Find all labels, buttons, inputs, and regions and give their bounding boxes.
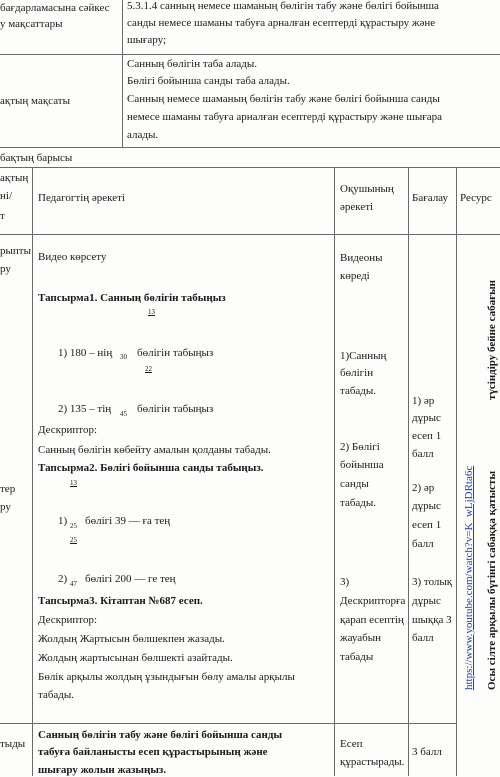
header-col1-line3: т bbox=[0, 210, 5, 222]
assessment-a1-line2: дұрыс bbox=[412, 412, 441, 424]
assessment-a2-line2: дұрыс bbox=[412, 500, 441, 512]
student-s3-line2: бойынша bbox=[340, 459, 384, 471]
student-s3-line3: санды bbox=[340, 478, 369, 490]
row1-right-line2: санды немесе шаманы табуға арналған есептерді құрастыру және bbox=[127, 17, 436, 29]
student-s5-line2: құрастырады. bbox=[340, 756, 405, 768]
task2-frac-num2: 25 bbox=[70, 536, 77, 544]
student-s3-line4: табады. bbox=[340, 497, 377, 509]
student-s4-line5: табады bbox=[340, 651, 374, 663]
task2-item2-den: 47 bbox=[70, 580, 77, 588]
header-resources: Ресурс bbox=[460, 192, 492, 204]
task2-item1-den: 25 bbox=[70, 522, 77, 530]
row1-left-line1: бағдарламасына сәйкес bbox=[0, 2, 110, 14]
row1-left-line2: у мақсаттары bbox=[0, 18, 63, 30]
col-divider-1 bbox=[32, 167, 33, 776]
task1-title: Тапсырма1. Санның бөлігін табыңыз bbox=[38, 292, 226, 304]
final-task-line3: шығару жолын жазыңыз. bbox=[38, 764, 167, 776]
final-task-line2: табуға байланысты есеп құрастырының және bbox=[38, 746, 268, 758]
task2-item1-tail: бөлігі 39 — ға тең bbox=[85, 515, 171, 527]
left-col-a-line2: ру bbox=[0, 263, 11, 275]
assessment-a1-line4: балл bbox=[412, 448, 434, 460]
row2-right-line5: алады. bbox=[127, 129, 159, 141]
header-bottom-line bbox=[0, 234, 500, 235]
left-col-c: тыды bbox=[0, 738, 26, 750]
student-s1-line2: көреді bbox=[340, 270, 370, 282]
task1-item1-den: 30 bbox=[120, 353, 127, 361]
assessment-a3-line2: дұрыс bbox=[412, 595, 441, 607]
youtube-link[interactable]: https://www.youtube.com/watch?v=K_wLjDRta6c bbox=[463, 465, 475, 690]
student-s4-line2: Дескрипторға bbox=[340, 595, 406, 607]
student-s1-line1: Видеоны bbox=[340, 252, 383, 264]
left-col-b-line1: тер bbox=[0, 483, 16, 495]
col-divider-2 bbox=[334, 167, 335, 776]
table-top-line bbox=[0, 167, 500, 168]
top-row-divider bbox=[0, 54, 500, 55]
row2-right-line4: немесе шаманы табуға арналған есептерді құрастыру және шығара bbox=[127, 111, 443, 123]
descriptor-1: Санның бөлігін көбейту амалын қолданы табады. bbox=[38, 444, 271, 456]
task2-item2: 2) bbox=[58, 573, 68, 585]
assessment-a2-line3: есеп 1 bbox=[412, 519, 442, 531]
student-s4-line4: жауабын bbox=[340, 632, 382, 644]
row1-right-line1: 5.3.1.4 санның немесе шаманың бөлігін табу және бөлігі бойынша bbox=[127, 0, 439, 12]
header-col1-line2: ні/ bbox=[0, 190, 12, 202]
header-col1-line1: ақтың bbox=[0, 172, 29, 184]
row2-left: ақтың мақсаты bbox=[0, 95, 70, 107]
assessment-a1-line1: 1) әр bbox=[412, 395, 435, 407]
col-divider-4 bbox=[456, 167, 457, 776]
descriptor-3-line3: Бөлік арқылы жолдың ұзындығын бөлу амалы арқылы bbox=[38, 671, 295, 683]
student-s2-line3: табады. bbox=[340, 385, 377, 397]
task2-frac-num1: 13 bbox=[70, 479, 77, 487]
video-show: Видео көрсету bbox=[38, 251, 107, 263]
descriptor-label-3: Дескриптор: bbox=[38, 614, 98, 626]
row2-right-line2: Бөлігі бойынша санды таба алады. bbox=[127, 75, 290, 87]
objectives-bottom-line bbox=[0, 147, 500, 148]
descriptor-label-1: Дескриптор: bbox=[38, 424, 98, 436]
assessment-a2-line4: балл bbox=[412, 538, 434, 550]
student-s4-line1: 3) bbox=[340, 576, 350, 588]
task1-item2: 2) 135 – тің bbox=[58, 403, 112, 415]
assessment-a3-line1: 3) толық bbox=[412, 576, 453, 588]
row-divider bbox=[0, 723, 456, 724]
row2-right-line1: Санның бөлігін таба алады. bbox=[127, 58, 258, 70]
left-col-b-line2: ру bbox=[0, 501, 11, 513]
task3-title: Тапсырма3. Кітаптан №687 есеп. bbox=[38, 595, 203, 607]
descriptor-3-line1: Жолдың Жартысын бөлшекпен жазады. bbox=[38, 633, 225, 645]
assessment-a4: 3 балл bbox=[412, 746, 442, 758]
descriptor-3-line4: табады. bbox=[38, 689, 75, 701]
student-s3-line1: 2) Бөлігі bbox=[340, 441, 380, 453]
resource-vertical-text-2: Осы сілте арқылы бүгінгі сабаққа қатысты bbox=[486, 470, 498, 690]
task1-frac-num1: 13 bbox=[148, 308, 155, 316]
resource-vertical-text-1: түсіндіру бейне сабағын bbox=[486, 279, 498, 400]
task2-item2-tail: бөлігі 200 — ге тең bbox=[85, 573, 176, 585]
student-s2-line1: 1)Санның bbox=[340, 350, 387, 362]
task1-item1-tail: бөлігін табыңыз bbox=[137, 347, 214, 359]
header-student-line1: Оқушының bbox=[340, 183, 394, 195]
final-task-line1: Санның бөлігін табу және бөлігі бойынша санды bbox=[38, 729, 283, 741]
assessment-a2-line1: 2) әр bbox=[412, 482, 435, 494]
student-s4-line3: қарап есептің bbox=[340, 614, 404, 626]
assessment-a3-line4: балл bbox=[412, 632, 434, 644]
assessment-a3-line3: шыққа 3 bbox=[412, 614, 452, 626]
header-student-line2: әрекеті bbox=[340, 201, 374, 213]
header-assessment: Бағалау bbox=[412, 192, 449, 204]
row1-right-line3: шығару; bbox=[127, 34, 167, 46]
task1-item1: 1) 180 – нің bbox=[58, 347, 113, 359]
progress-label: бақтың барысы bbox=[0, 152, 73, 164]
task1-item2-tail: бөлігін табыңыз bbox=[137, 403, 214, 415]
assessment-a1-line3: есеп 1 bbox=[412, 430, 442, 442]
left-col-a-line1: рыпты bbox=[0, 245, 31, 257]
header-teacher: Педагогтің әрекеті bbox=[38, 192, 125, 204]
col-divider-3 bbox=[408, 167, 409, 776]
task1-item2-den: 45 bbox=[120, 410, 127, 418]
descriptor-3-line2: Жолдың жартысынан бөлшекті азайтады. bbox=[38, 652, 233, 664]
task1-frac-num2: 22 bbox=[145, 365, 152, 373]
student-s5-line1: Есеп bbox=[340, 738, 363, 750]
task2-item1: 1) bbox=[58, 515, 68, 527]
top-col-divider bbox=[122, 0, 123, 147]
row2-right-line3: Санның немесе шаманың бөлігін табу және бөлігі бойынша санды bbox=[127, 93, 440, 105]
task2-title: Тапсырма2. Бөлігі бойынша санды табыңыз. bbox=[38, 462, 264, 474]
student-s2-line2: бөлігін bbox=[340, 367, 374, 379]
